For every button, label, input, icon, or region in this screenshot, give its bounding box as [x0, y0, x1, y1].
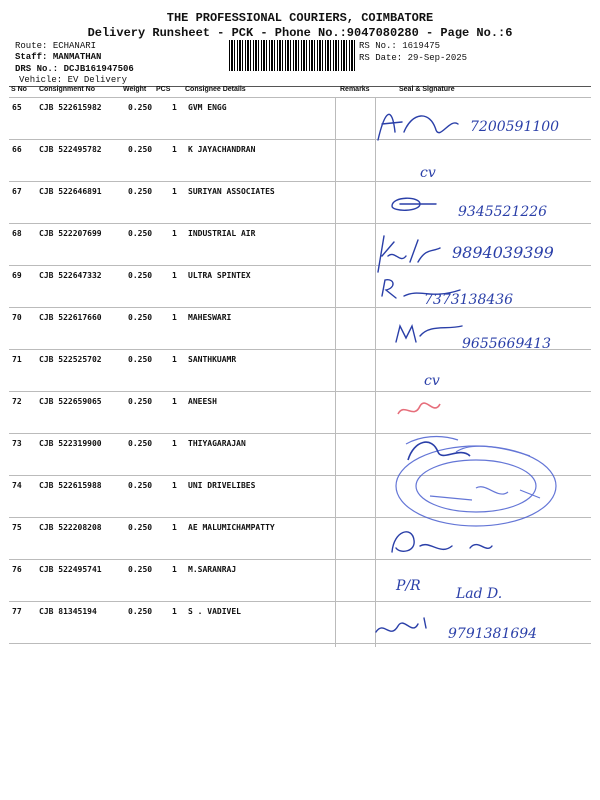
col-pcs: PCS — [156, 86, 171, 93]
signature-67 — [392, 198, 436, 210]
row-pcs: 1 — [172, 355, 177, 364]
row-weight: 0.250 — [128, 607, 153, 616]
row-sno: 77 — [12, 607, 22, 616]
row-sno: 76 — [12, 565, 22, 574]
row-rule — [9, 475, 591, 476]
runsheet-subtitle: Delivery Runsheet - PCK - Phone No.:9047080280 - Page No.:6 — [87, 26, 513, 40]
row-weight: 0.250 — [128, 355, 153, 364]
row-pcs: 1 — [172, 481, 177, 490]
row-consignee: K JAYACHANDRAN — [188, 145, 256, 154]
handwritten-phone-69: 7373138436 — [424, 292, 514, 308]
row-sno: 73 — [12, 439, 22, 448]
row-consignee: SURIYAN ASSOCIATES — [188, 187, 275, 196]
rs-date-line — [359, 53, 467, 63]
signature-77 — [376, 618, 426, 632]
row-pcs: 1 — [172, 565, 177, 574]
route-value: ECHANARI — [52, 41, 97, 51]
row-weight: 0.250 — [128, 103, 153, 112]
row-sno: 67 — [12, 187, 22, 196]
handwritten-note-66: cv — [420, 165, 436, 181]
row-consignment: CJB 81345194 — [39, 607, 97, 616]
handwritten-phone-68: 9894039399 — [452, 243, 554, 262]
row-consignment: CJB 522659065 — [39, 397, 102, 406]
row-consignee: SANTHKUAMR — [188, 355, 237, 364]
table-top-rule — [9, 86, 591, 87]
row-rule — [9, 601, 591, 602]
row-consignee: MAHESWARI — [188, 313, 232, 322]
row-sno: 69 — [12, 271, 22, 280]
handwritten-note-71: cv — [424, 373, 440, 389]
row-consignment: CJB 522615988 — [39, 481, 102, 490]
row-weight: 0.250 — [128, 145, 153, 154]
row-weight: 0.250 — [128, 313, 153, 322]
row-consignment: CJB 522525702 — [39, 355, 102, 364]
col-remarks: Remarks — [340, 86, 370, 93]
handwritten-phone-65: 7200591100 — [470, 119, 560, 135]
col-consignment: Consignment No — [39, 86, 95, 93]
row-consignment: CJB 522495782 — [39, 145, 102, 154]
row-weight: 0.250 — [128, 187, 153, 196]
row-weight: 0.250 — [128, 397, 153, 406]
row-sno: 66 — [12, 145, 22, 154]
rs-date-value: 29-Sep-2025 — [407, 53, 468, 63]
row-weight: 0.250 — [128, 565, 153, 574]
signature-75 — [392, 532, 492, 552]
signature-69 — [382, 280, 460, 298]
row-weight: 0.250 — [128, 229, 153, 238]
row-weight: 0.250 — [128, 439, 153, 448]
row-pcs: 1 — [172, 145, 177, 154]
row-consignment: CJB 522615982 — [39, 103, 102, 112]
seal-stamp — [396, 437, 556, 526]
row-consignee: INDUSTRIAL AIR — [188, 229, 256, 238]
row-rule — [9, 181, 591, 182]
row-rule — [9, 643, 591, 644]
row-consignee: AE MALUMICHAMPATTY — [188, 523, 275, 532]
staff-value: MANMATHAN — [52, 52, 102, 62]
drs-label: DRS No.: — [15, 64, 59, 74]
col-weight: Weight — [123, 86, 147, 93]
row-weight: 0.250 — [128, 271, 153, 280]
row-sno: 71 — [12, 355, 22, 364]
row-rule — [9, 265, 591, 266]
barcode — [229, 40, 355, 71]
row-consignment: CJB 522495741 — [39, 565, 102, 574]
signature-65 — [378, 114, 458, 140]
row-weight: 0.250 — [128, 481, 153, 490]
row-rule — [9, 517, 591, 518]
row-sno: 68 — [12, 229, 22, 238]
row-pcs: 1 — [172, 439, 177, 448]
seal-divider — [375, 97, 376, 647]
row-pcs: 1 — [172, 103, 177, 112]
row-sno: 74 — [12, 481, 22, 490]
row-sno: 72 — [12, 397, 22, 406]
handwritten-name-76: Lad D. — [456, 586, 503, 602]
signature-73 — [408, 442, 470, 460]
vehicle-value: EV Delivery — [67, 75, 128, 85]
handwritten-phone-70: 9655669413 — [462, 336, 552, 352]
row-consignee: S . VADIVEL — [188, 607, 241, 616]
route-label: Route: — [15, 41, 48, 51]
vehicle-line — [19, 75, 127, 85]
row-consignment: CJB 522646891 — [39, 187, 102, 196]
drs-line — [15, 64, 134, 74]
row-consignment: CJB 522207699 — [39, 229, 102, 238]
row-pcs: 1 — [172, 607, 177, 616]
row-sno: 75 — [12, 523, 22, 532]
row-rule — [9, 307, 591, 308]
row-weight: 0.250 — [128, 523, 153, 532]
row-pcs: 1 — [172, 397, 177, 406]
handwritten-phone-77: 9791381694 — [448, 626, 538, 642]
col-sno: S No — [11, 86, 27, 93]
row-pcs: 1 — [172, 313, 177, 322]
header-bottom-rule — [9, 97, 591, 98]
row-consignee: ULTRA SPINTEX — [188, 271, 251, 280]
row-consignment: CJB 522319900 — [39, 439, 102, 448]
rs-no-value: 1619475 — [402, 41, 441, 51]
route-line — [15, 41, 96, 51]
row-pcs: 1 — [172, 229, 177, 238]
row-consignee: ANEESH — [188, 397, 217, 406]
rs-date-label: RS Date: — [359, 53, 403, 63]
handwritten-initials-76: P/R — [396, 578, 421, 594]
vehicle-label: Vehicle: — [19, 75, 63, 85]
drs-value: DCJB161947506 — [63, 64, 134, 74]
row-rule — [9, 559, 591, 560]
signature-68 — [378, 236, 440, 272]
row-sno: 65 — [12, 103, 22, 112]
remarks-divider — [335, 97, 336, 647]
row-consignment: CJB 522208208 — [39, 523, 102, 532]
rs-no-line — [359, 41, 440, 51]
col-seal: Seal & Signature — [399, 86, 455, 93]
row-consignee: M.SARANRAJ — [188, 565, 237, 574]
row-rule — [9, 139, 591, 140]
row-pcs: 1 — [172, 523, 177, 532]
row-pcs: 1 — [172, 271, 177, 280]
row-rule — [9, 349, 591, 350]
row-rule — [9, 391, 591, 392]
row-consignment: CJB 522617660 — [39, 313, 102, 322]
rs-no-label: RS No.: — [359, 41, 397, 51]
handwritten-phone-67: 9345521226 — [458, 204, 548, 220]
col-consignee: Consignee Details — [185, 86, 246, 93]
red-stamp-mark — [398, 403, 440, 414]
row-rule — [9, 223, 591, 224]
row-consignee: GVM ENGG — [188, 103, 227, 112]
row-sno: 70 — [12, 313, 22, 322]
row-pcs: 1 — [172, 187, 177, 196]
row-consignee: UNI DRIVELIBES — [188, 481, 256, 490]
company-title: THE PROFESSIONAL COURIERS, COIMBATORE — [166, 11, 434, 25]
signature-70 — [396, 326, 462, 342]
row-consignee: THIYAGARAJAN — [188, 439, 246, 448]
row-consignment: CJB 522647332 — [39, 271, 102, 280]
row-rule — [9, 433, 591, 434]
staff-line — [15, 52, 101, 62]
staff-label: Staff: — [15, 52, 48, 62]
